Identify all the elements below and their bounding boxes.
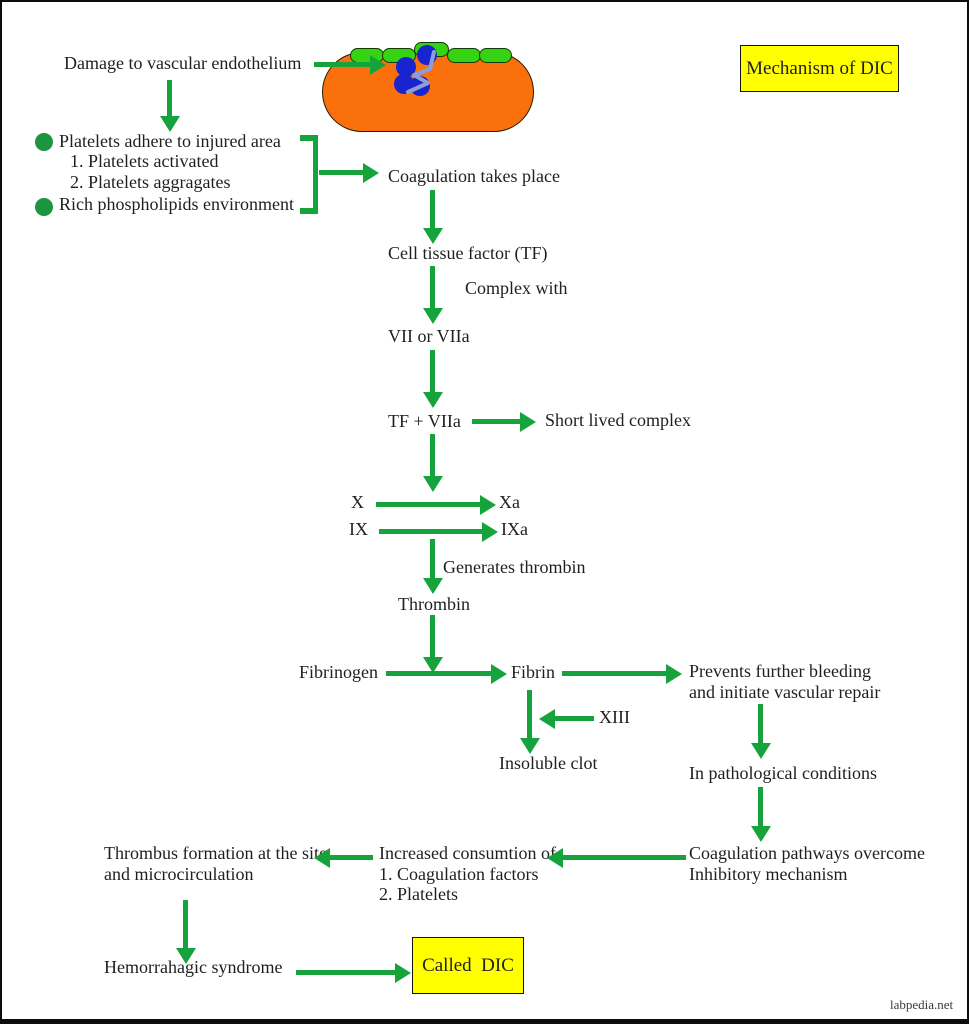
label-complex-with: Complex with <box>465 278 568 298</box>
arrow-coagulation-to-tf <box>430 190 435 228</box>
label-factor-ixa: IXa <box>501 519 528 539</box>
arrow-tf-to-vii <box>430 266 435 308</box>
label-fibrinogen: Fibrinogen <box>299 662 378 682</box>
arrow-thrombin-to-fibrin <box>430 615 435 657</box>
arrow-bracket-to-coagulation <box>319 170 363 175</box>
label-short-lived-complex: Short lived complex <box>545 410 691 430</box>
arrow-hemorrhagic-to-dic <box>296 970 395 975</box>
arrow-vii-to-tfviia <box>430 350 435 392</box>
label-generates-thrombin: Generates thrombin <box>443 557 586 577</box>
label-cell-tissue-factor: Cell tissue factor (TF) <box>388 243 548 263</box>
label-factor-x: X <box>351 492 364 512</box>
label-factor-ix: IX <box>349 519 368 539</box>
arrow-x-to-xa <box>376 502 480 507</box>
arrow-thrombus-to-hemorrhagic <box>183 900 188 948</box>
label-platelets-aggregates: 2. Platelets aggragates <box>70 172 231 192</box>
watermark: labpedia.net <box>890 997 954 1012</box>
called-dic-box: Called DIC <box>412 937 524 994</box>
label-coagulation-factors: 1. Coagulation factors <box>379 864 539 884</box>
bracket-icon <box>313 135 318 214</box>
arrow-fibrin-to-clot <box>527 690 532 738</box>
label-microcirculation: and microcirculation <box>104 864 254 884</box>
label-thrombin: Thrombin <box>398 594 470 614</box>
label-tf-viia: TF + VIIa <box>388 411 461 431</box>
bullet-icon <box>35 133 53 151</box>
arrow-pathological-to-pathways <box>758 787 763 826</box>
label-factor-xiii: XIII <box>599 707 630 727</box>
label-initiate-repair: and initiate vascular repair <box>689 682 881 702</box>
bracket-icon <box>300 135 315 141</box>
label-platelets-consumed: 2. Platelets <box>379 884 458 904</box>
arrow-xiii-to-fibrin <box>555 716 594 721</box>
arrow-generates-thrombin <box>430 539 435 578</box>
endothelium-cell-icon <box>447 48 481 63</box>
arrow-damage-to-platelets <box>167 80 172 116</box>
label-pathological-conditions: In pathological conditions <box>689 763 877 783</box>
label-increased-consumption: Increased consumtion of <box>379 843 556 863</box>
label-thrombus-formation: Thrombus formation at the site <box>104 843 327 863</box>
label-vii-or-viia: VII or VIIa <box>388 326 470 346</box>
endothelium-cell-icon <box>479 48 512 63</box>
label-damage: Damage to vascular endothelium <box>64 53 302 73</box>
arrow-prevents-to-pathological <box>758 704 763 743</box>
bullet-icon <box>35 198 53 216</box>
label-factor-xa: Xa <box>499 492 520 512</box>
bracket-icon <box>300 208 315 214</box>
arrow-fibrinogen-to-fibrin <box>386 671 491 676</box>
arrow-ix-to-ixa <box>379 529 482 534</box>
label-platelets-adhere: Platelets adhere to injured area <box>59 131 281 151</box>
arrow-tfviia-to-x <box>430 434 435 476</box>
label-prevents-bleeding: Prevents further bleeding <box>689 661 871 681</box>
label-rich-phospholipids: Rich phospholipids environment <box>59 194 294 214</box>
label-platelets-activated: 1. Platelets activated <box>70 151 219 171</box>
label-fibrin: Fibrin <box>511 662 556 682</box>
label-inhibitory-mechanism: Inhibitory mechanism <box>689 864 848 884</box>
arrow-tfviia-to-shortlived <box>472 419 520 424</box>
arrow-damage-to-vessel <box>314 62 370 67</box>
label-insoluble-clot: Insoluble clot <box>499 753 598 773</box>
mechanism-of-dic-box: Mechanism of DIC <box>740 45 899 92</box>
arrow-consumption-to-thrombus <box>330 855 373 860</box>
arrow-pathways-to-consumption <box>563 855 686 860</box>
label-pathways-overcome: Coagulation pathways overcome <box>689 843 925 863</box>
label-hemorrhagic-syndrome: Hemorrahagic syndrome <box>104 957 283 977</box>
fibrin-strand-icon <box>397 42 447 97</box>
arrow-fibrin-to-prevents <box>562 671 666 676</box>
label-coagulation-takes-place: Coagulation takes place <box>388 166 560 186</box>
